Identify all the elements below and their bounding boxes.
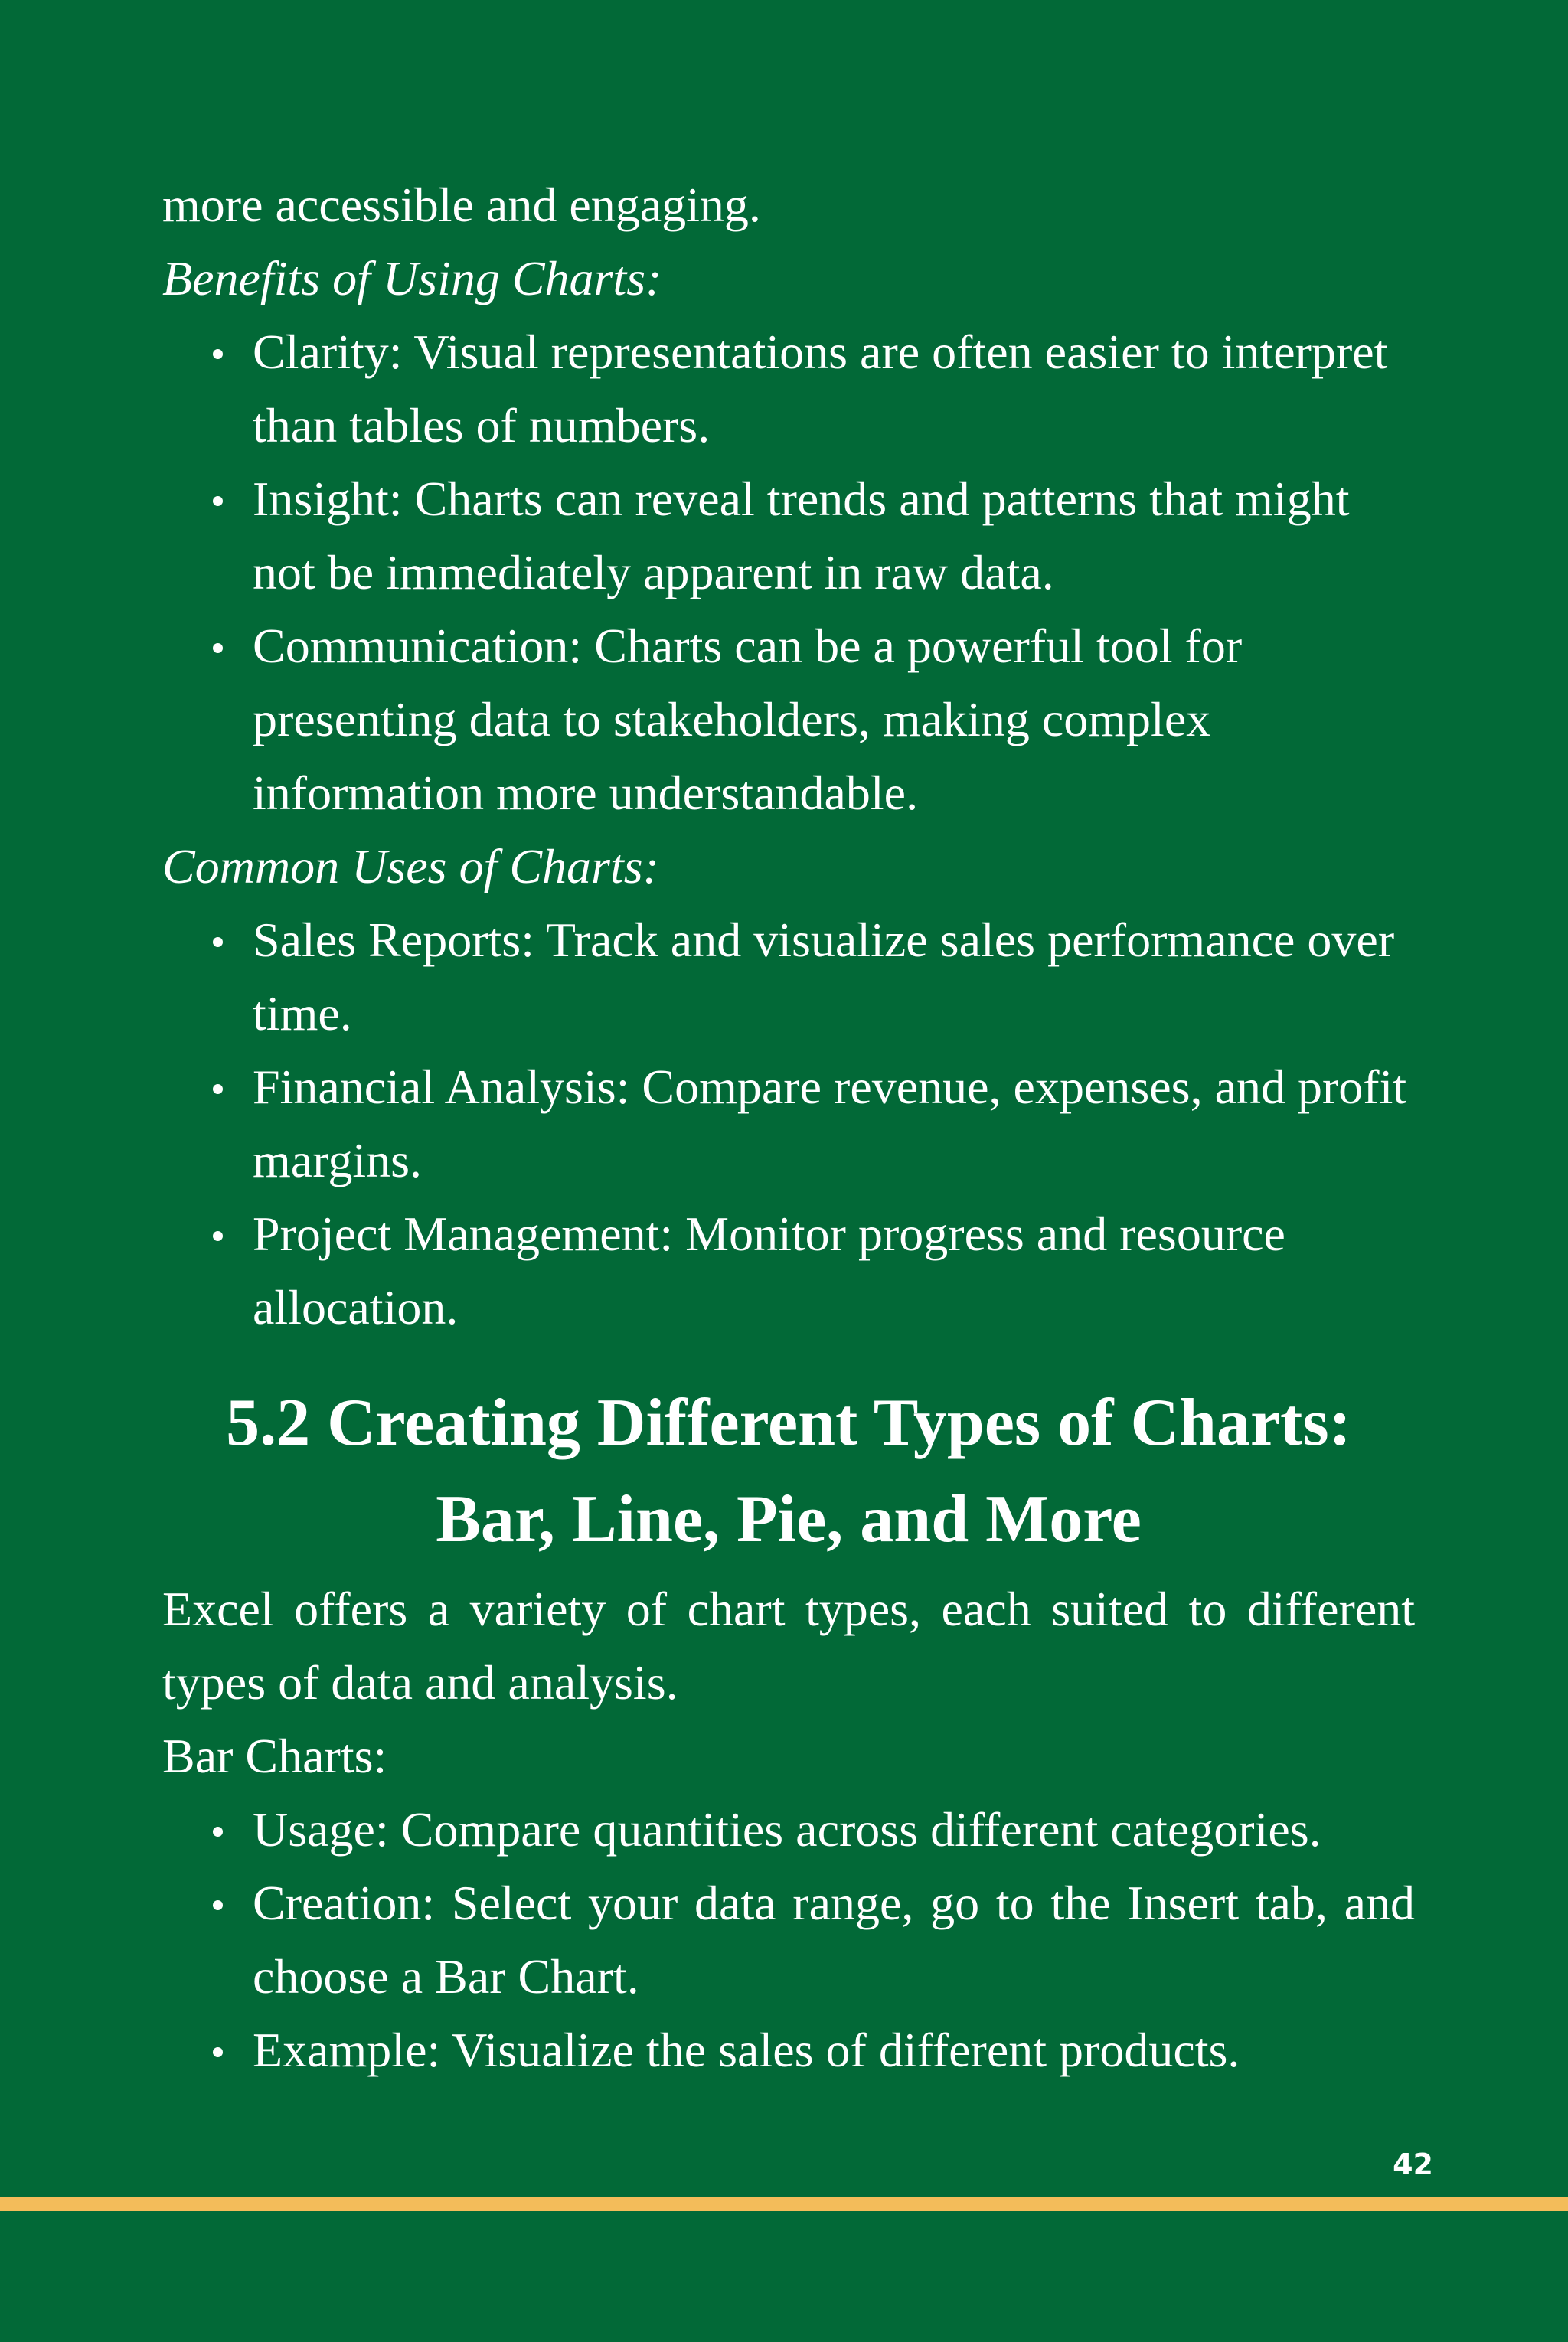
bar-charts-list xyxy=(162,1793,1415,2087)
list-item: Communication: Charts can be a powerful tool for presenting data to stakeholders, making complex information more understandable. xyxy=(162,609,1415,830)
bar-charts-label: Bar Charts: xyxy=(162,1729,387,1783)
footer-rule xyxy=(0,2197,1568,2211)
uses-list xyxy=(162,903,1415,1344)
list-item: Creation: Select your data range, go to the Insert tab, and choose a Bar Chart. xyxy=(162,1867,1415,2014)
list-item: Insight: Charts can reveal trends and patterns that might not be immediately apparent in raw data. xyxy=(162,462,1415,609)
list-item: Sales Reports: Track and visualize sales performance over time. xyxy=(162,903,1415,1050)
page-content xyxy=(162,168,1415,2087)
list-item: Project Management: Monitor progress and resource allocation. xyxy=(162,1197,1415,1344)
page-number: 42 xyxy=(1393,2148,1433,2181)
section-heading: 5.2 Creating Different Types of Charts: Bar, Line, Pie, and More xyxy=(226,1386,1351,1556)
list-item: Financial Analysis: Compare revenue, expenses, and profit margins. xyxy=(162,1050,1415,1197)
section-intro: Excel offers a variety of chart types, each suited to different types of data and analysis. xyxy=(162,1582,1415,1710)
benefits-list xyxy=(162,315,1415,830)
list-item: Example: Visualize the sales of different products. xyxy=(162,2014,1415,2087)
list-item: Usage: Compare quantities across different categories. xyxy=(162,1793,1415,1867)
list-item: Clarity: Visual representations are often easier to interpret than tables of numbers. xyxy=(162,315,1415,462)
benefits-subheading: Benefits of Using Charts: xyxy=(162,251,662,305)
uses-subheading: Common Uses of Charts: xyxy=(162,839,659,893)
intro-tail-text: more accessible and engaging. xyxy=(162,178,761,232)
